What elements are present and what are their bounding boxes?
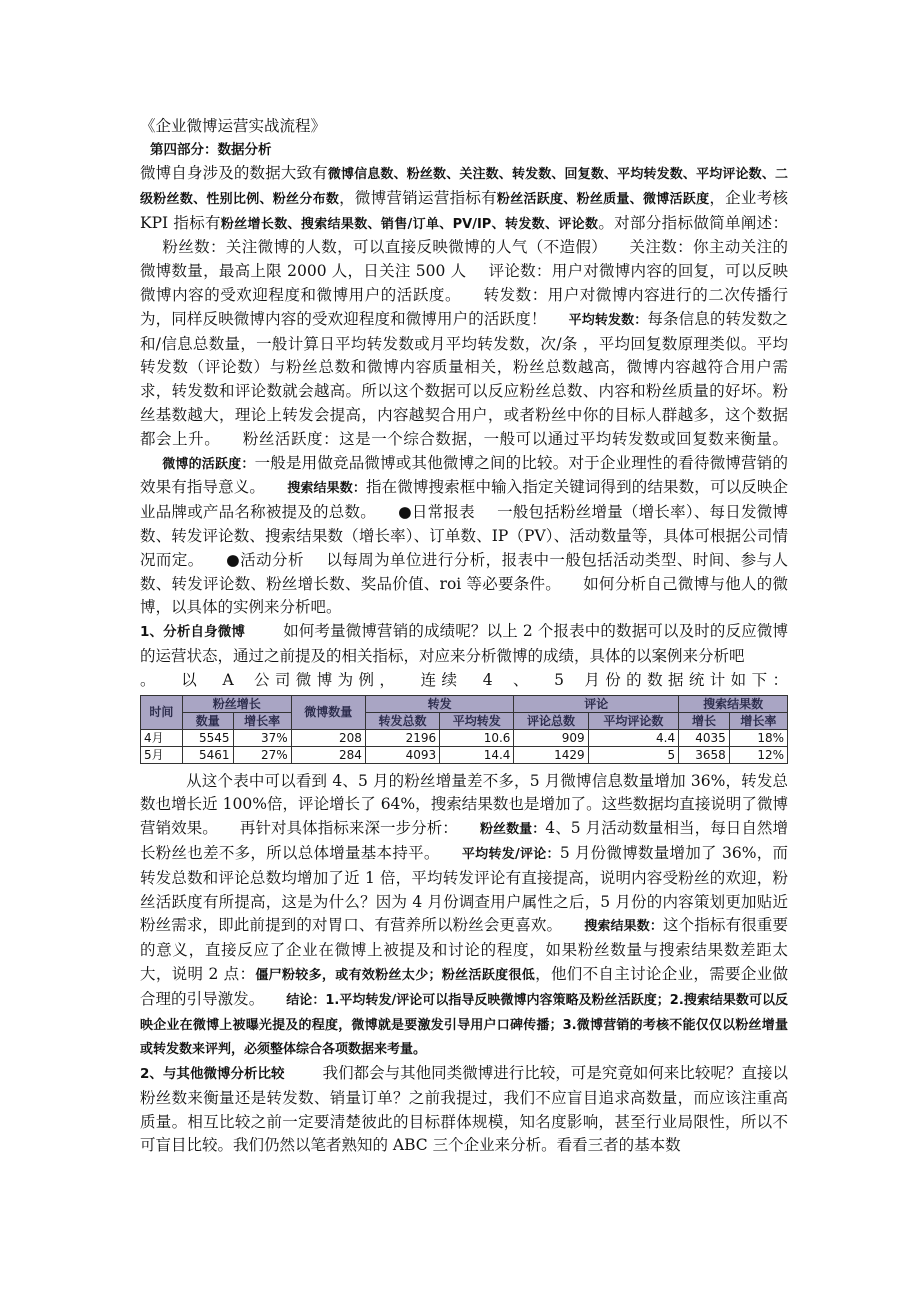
bold-text-run: 微博的活跃度： <box>162 456 255 472</box>
text-run: 这个指标有很重要的意义，直接反应了企业在微博上被提及和讨论的程度，如果粉丝数量与搜索结果数差距太大，说明 2 点： <box>140 916 788 983</box>
table-cell: 27% <box>233 746 291 763</box>
paragraph-self-analysis <box>140 620 788 669</box>
document-page <box>140 114 788 1158</box>
bold-text-run: 结论：1.平均转发/评论可以指导反映微博内容策略及粉丝活跃度；2.搜索结果数可以反映企业在微博上被曝光提及的程度，微博就是要激发引导用户口碑传播；3.微博营销的考核不能仅仅以粉丝增量或转发数来评判，必须整体综合各项数据来考量。 <box>140 992 788 1058</box>
bold-text-run: 平均转发/评论： <box>461 846 560 862</box>
table-cell: 37% <box>233 729 291 746</box>
text-run: ，微博营销运营指标有 <box>339 188 497 207</box>
table-cell: 4月 <box>141 729 183 746</box>
table-cell: 18% <box>729 729 787 746</box>
table-row <box>141 746 788 763</box>
table-cell: 5461 <box>182 746 233 763</box>
table-cell: 3658 <box>679 746 730 763</box>
table-header: 转发总数 <box>365 712 439 729</box>
text-run: ●日常报表 <box>397 503 475 522</box>
bold-text-run: 微博信息数、粉丝数、关注数、转发数、回复数、平均转发数、平均评论数、二级粉丝数、性别比例、粉丝分布数 <box>140 167 788 207</box>
text-run: 一般包括粉丝增量（增长率）、每日发微博数、转发评论数、搜索结果数（增长率）、订单数、IP（PV）、活动数量等，具体可根据公司情况而定。 <box>140 503 788 569</box>
table-header: 时间 <box>141 695 183 729</box>
stats-table <box>140 695 788 764</box>
text-run: ，企业考核 KPI 指标有 <box>140 188 788 232</box>
text-run: 以每周为单位进行分析，报表中一般包括活动类型、时间、参与人数、转发评论数、粉丝增长数、奖品价值、roi 等必要条件。 <box>140 550 788 593</box>
table-cell: 2196 <box>365 729 439 746</box>
table-cell: 284 <box>291 746 365 763</box>
text-run: 从这个表中可以看到 4、5 月的粉丝增量差不多，5 月微博信息数量增加 36%，转发总数也增长近 100%倍，评论增长了 64%，搜索结果数也是增加了。这些数据均直接说明了微博营销效果。 <box>140 771 788 838</box>
table-cell: 909 <box>514 729 588 746</box>
text-run: 关注数：你主动关注的微博数量，最高上限 2000 人，日关注 500 人 <box>140 238 788 281</box>
table-cell: 10.6 <box>440 729 514 746</box>
bold-text-run: 粉丝增长数、搜索结果数、销售/订单、PV/IP、转发数、评论数 <box>220 216 599 232</box>
table-subheader-row <box>141 712 788 729</box>
paragraph-self-analysis-text: 如何考量微博营销的成绩呢？以上 2 个报表中的数据可以及时的反应微博的运营状态，通过之前提及的相关指标，对应来分析微博的成绩，具体的以案例来分析吧 <box>140 622 788 665</box>
table-cell: 4.4 <box>588 729 678 746</box>
bold-text-run: 搜索结果数： <box>287 481 367 497</box>
paragraph-table-analysis <box>140 770 788 1063</box>
table-cell: 5545 <box>182 729 233 746</box>
table-header: 粉丝增长 <box>182 695 291 712</box>
table-header: 评论 <box>514 695 679 712</box>
table-cell: 12% <box>729 746 787 763</box>
table-header: 转发 <box>365 695 514 712</box>
text-run: ，他们不自主讨论企业，需要企业做合理的引导激发。 <box>140 964 788 1008</box>
table-header: 平均转发 <box>440 712 514 729</box>
table-header: 数量 <box>182 712 233 729</box>
table-header: 评论总数 <box>514 712 588 729</box>
text-run: 一般是用做竞品微博或其他微博之间的比较。对于企业理性的看待微博营销的效果有指导意义。 <box>140 453 788 497</box>
text-run: 5 月份微博数量增加了 36%，而转发总数和评论总数均增加了近 1 倍，平均转发评论有直接提高，说明内容受粉丝的欢迎，粉丝活跃度有所提高，这是为什么？因为 4 月份调查用户属性之后，5 月份的内容策划更加贴近粉丝需求，即此前提到的对胃口、有营养所以粉丝会更喜欢。 <box>140 843 789 935</box>
text-run: 粉丝数：关注微博的人数，可以直接反映微博的人气（不造假） <box>162 238 608 257</box>
text-run: 每条信息的转发数之和/信息总数量，一般计算日平均转发数或月平均转发数，次/条 ，平均回复数原理类似。平均转发数（评论数）与粉丝总数和微博内容质量相关，粉丝总数越高，微博内容越符合用户需求，转发数和评论数就会越高。所以这个数据可以反应粉丝总数、内容和粉丝质量的好坏。粉丝基数越大，理论上转发会提高，内容越契合用户，或者粉丝中你的目标人群越多，这个数据都会上升。 <box>140 309 788 448</box>
bold-text-run: 平均转发数： <box>568 312 648 328</box>
heading-self-analysis: 1、分析自身微博 <box>140 624 246 641</box>
section-heading: 第四部分：数据分析 <box>150 142 272 158</box>
text-run: ●活动分析 <box>225 550 304 569</box>
text-run: 转发数：用户对微博内容进行的二次传播行为，同样反映微博内容的受欢迎程度和微博用户的活跃度！ <box>140 285 788 328</box>
table-header: 微博数量 <box>291 695 365 729</box>
paragraph-self-analysis-tail: 。 以 A 公司微博为例， 连续 4 、 5 月份的数据统计如下： <box>140 670 788 689</box>
text-run: 。对部分指标做简单阐述： <box>598 213 788 232</box>
paragraph-compare-text: 我们都会与其他同类微博进行比较，可是究竟如何来比较呢？直接以粉丝数来衡量还是转发数、销量订单？之前我提过，我们不应盲目追求高数量，而应该注重高质量。相互比较之前一定要清楚彼此的目标群体规模，知名度影响，甚至行业局限性，所以不可盲目比较。我们仍然以笔者熟知的 ABC 三个企业来分析。看看三者的基本数 <box>140 1064 788 1155</box>
text-run: 再针对具体指标来深一步分析： <box>239 819 458 838</box>
text-run: 粉丝活跃度：这是一个综合数据，一般可以通过平均转发数或回复数来衡量。 <box>242 429 788 448</box>
bold-text-run: 粉丝活跃度、粉丝质量、微博活跃度 <box>496 191 710 207</box>
text-run: 如何分析自己微博与他人的微博，以具体的实例来分析吧。 <box>140 574 788 617</box>
table-cell: 14.4 <box>440 746 514 763</box>
paragraph-compare <box>140 1062 788 1158</box>
table-cell: 5 <box>588 746 678 763</box>
text-run: 4、5 月活动数量相当，每日自然增长粉丝也差不多，所以总体增量基本持平。 <box>140 819 788 862</box>
paragraph-overview <box>140 162 788 620</box>
table-header-row <box>141 695 788 712</box>
table-header: 增长 <box>679 712 730 729</box>
bold-text-run: 粉丝数量： <box>479 822 546 838</box>
text-run: 微博自身涉及的数据大致有 <box>140 164 328 182</box>
table-cell: 4093 <box>365 746 439 763</box>
table-cell: 5月 <box>141 746 183 763</box>
table-header: 搜索结果数 <box>679 695 788 712</box>
table-cell: 1429 <box>514 746 588 763</box>
document-title: 《企业微博运营实战流程》 <box>140 117 327 135</box>
table-cell: 4035 <box>679 729 730 746</box>
table-row <box>141 729 788 746</box>
table-cell: 208 <box>291 729 365 746</box>
table-header: 增长率 <box>729 712 787 729</box>
text-run: 指在微博搜索框中输入指定关键词得到的结果数，可以反映企业品牌或产品名称被提及的总数。 <box>140 478 788 522</box>
heading-compare: 2、与其他微博分析比较 <box>140 1066 285 1083</box>
text-run: 评论数：用户对微博内容的回复，可以反映微博内容的受欢迎程度和微博用户的活跃度。 <box>140 262 788 304</box>
bold-text-run: 搜索结果数： <box>584 919 664 935</box>
table-header: 平均评论数 <box>588 712 678 729</box>
table-header: 增长率 <box>233 712 291 729</box>
bold-text-run: 僵尸粉较多，或有效粉丝太少；粉丝活跃度很低 <box>255 967 536 983</box>
